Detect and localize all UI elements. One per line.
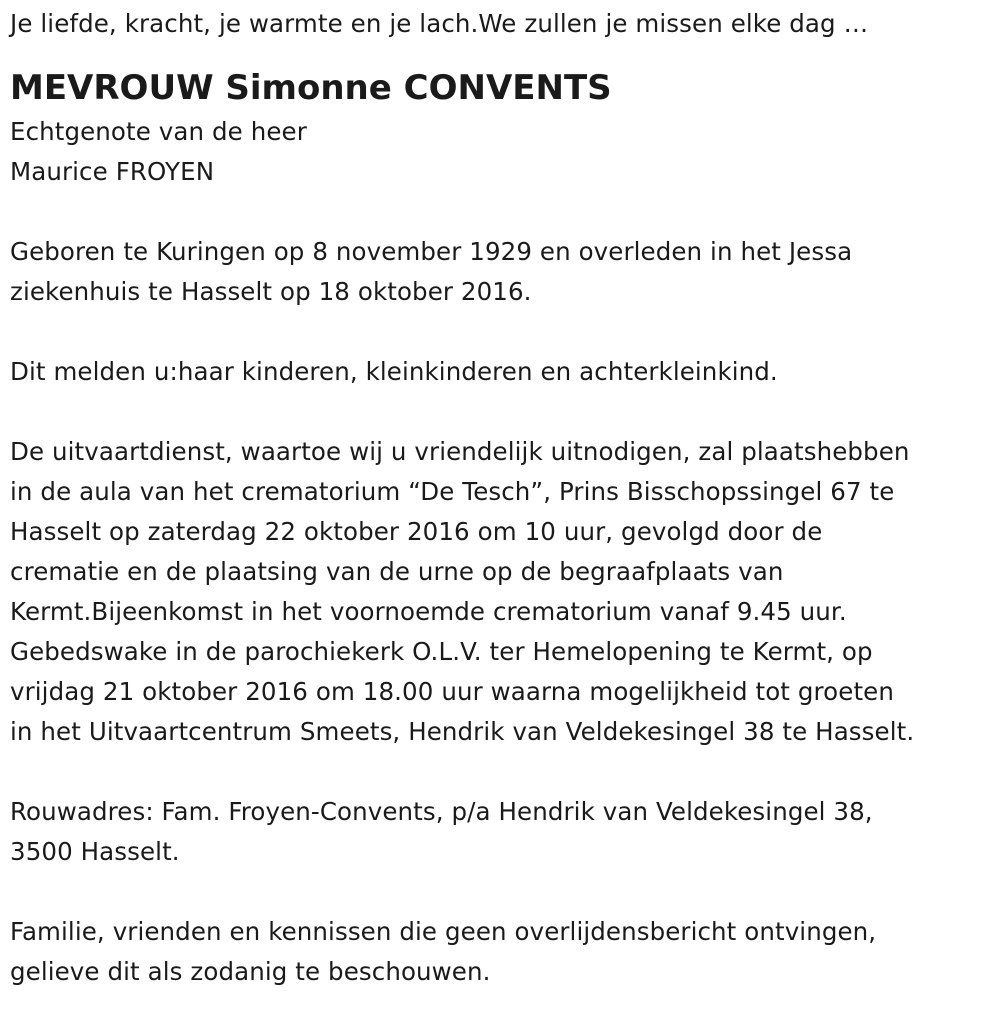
- intro-quote: Je liefde, kracht, je warmte en je lach.We zullen je missen elke dag …: [10, 9, 869, 38]
- announced-by-paragraph: [10, 352, 995, 392]
- paragraph-line: ziekenhuis te Hasselt op 18 oktober 2016.: [10, 277, 532, 306]
- spouse-name: Maurice FROYEN: [10, 157, 215, 186]
- deceased-name: MEVROUW Simonne CONVENTS: [10, 68, 612, 108]
- funeral-paragraph: [10, 432, 995, 752]
- paragraph-line: Dit melden u:haar kinderen, kleinkinderen en achterkleinkind.: [10, 357, 778, 386]
- paragraph-line: Gebedswake in de parochiekerk O.L.V. ter Hemelopening te Kermt, op: [10, 637, 873, 666]
- paragraph-line: in de aula van het crematorium “De Tesch”, Prins Bisschopssingel 67 te: [10, 477, 895, 506]
- paragraph-line: Geboren te Kuringen op 8 november 1929 en overleden in het Jessa: [10, 237, 853, 266]
- paragraph-line: gelieve dit als zodanig te beschouwen.: [10, 957, 491, 986]
- paragraph-line: Rouwadres: Fam. Froyen-Convents, p/a Hendrik van Veldekesingel 38,: [10, 797, 873, 826]
- paragraph-line: Familie, vrienden en kennissen die geen overlijdensbericht ontvingen,: [10, 917, 877, 946]
- paragraph-line: Hasselt op zaterdag 22 oktober 2016 om 10 uur, gevolgd door de: [10, 517, 823, 546]
- birth-death-paragraph: [10, 232, 995, 312]
- mourning-address-paragraph: [10, 792, 995, 872]
- paragraph-line: 3500 Hasselt.: [10, 837, 180, 866]
- paragraph-line: in het Uitvaartcentrum Smeets, Hendrik van Veldekesingel 38 te Hasselt.: [10, 717, 915, 746]
- paragraph-line: crematie en de plaatsing van de urne op de begraafplaats van: [10, 557, 784, 586]
- paragraph-line: De uitvaartdienst, waartoe wij u vriendelijk uitnodigen, zal plaatshebben: [10, 437, 910, 466]
- paragraph-line: Kermt.Bijeenkomst in het voornoemde crematorium vanaf 9.45 uur.: [10, 597, 847, 626]
- obituary-notice: [10, 4, 995, 992]
- spouse-line: Echtgenote van de heer: [10, 117, 307, 146]
- paragraph-line: vrijdag 21 oktober 2016 om 18.00 uur waarna mogelijkheid tot groeten: [10, 677, 894, 706]
- closing-paragraph: [10, 912, 995, 992]
